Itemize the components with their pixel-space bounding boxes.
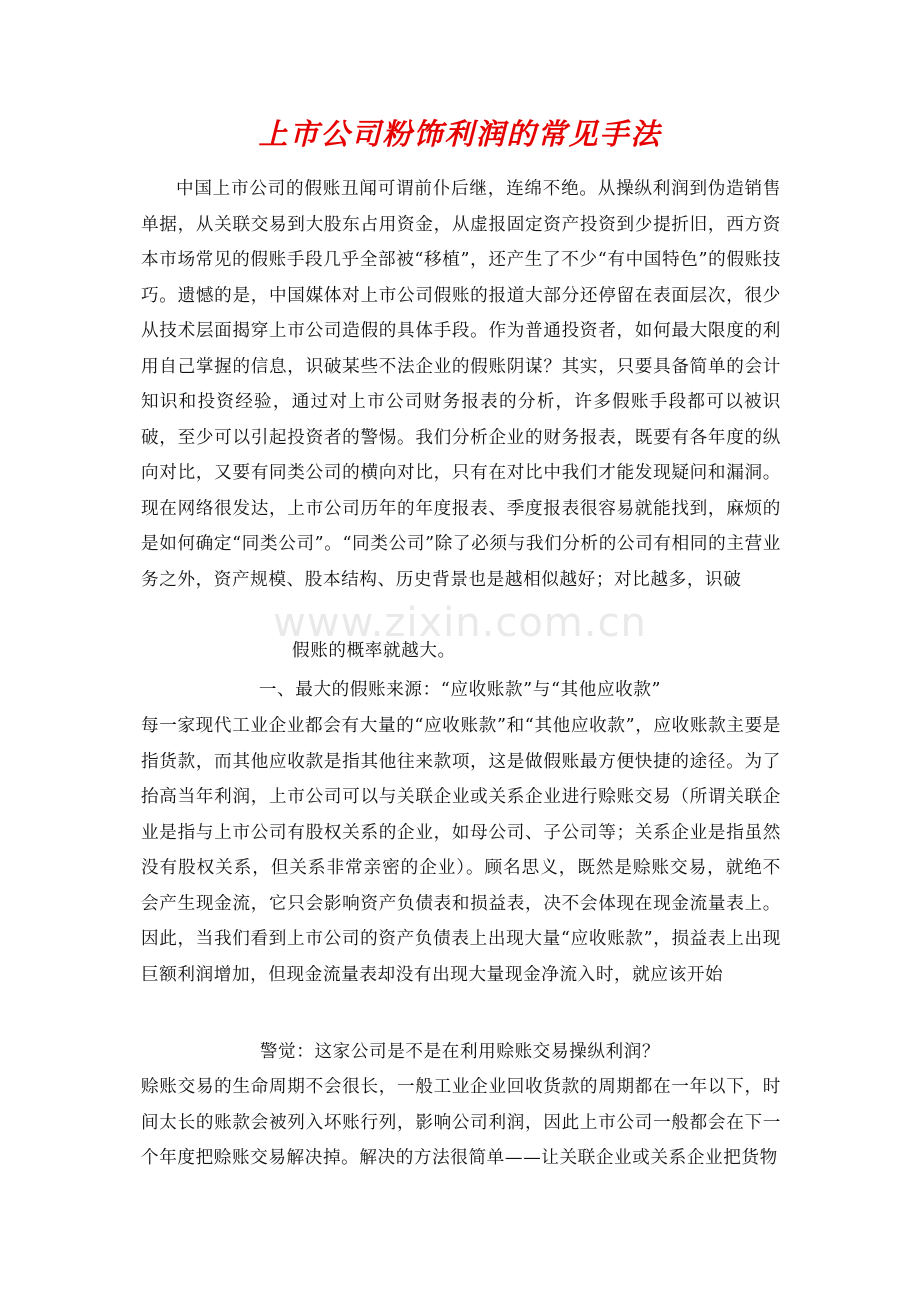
paragraph-intro-tail: 假账的概率就越大。 (292, 641, 456, 661)
paragraph-credit-cycle: 赊账交易的生命周期不会很长，一般工业企业回收货款的周期都在一年以下，时间太长的账款会被列入坏账行列，影响公司利润，因此上市公司一般都会在下一个年度把赊账交易解决掉。解决的方法很简单——让关联企业或关系企业把货物 (141, 1077, 781, 1168)
paragraph-receivables: 每一家现代工业企业都会有大量的“应收账款”和“其他应收款”，应收账款主要是指货款，而其他应收款是指其他往来款项，这是做假账最方便快捷的途径。为了抬高当年利润，上市公司可以与关联企业或关系企业进行赊账交易（所谓关联企业是指与上市公司有股权关系的企业，如母公司、子公司等；关系企业是指虽然没有股权关系，但关系非常亲密的企业）。顾名思义，既然是赊账交易，就绝不会产生现金流，它只会影响资产负债表和损益表，决不会体现在现金流量表上。因此，当我们看到上市公司的资产负债表上出现大量“应收账款”，损益表上出现巨额利润增加，但现金流量表却没有出现大量现金净流入时，就应该开始 (141, 716, 781, 985)
section-heading-1: 一、最大的假账来源：“应收账款”与“其他应收款” (258, 680, 662, 700)
document-title: 上市公司粉饰利润的常见手法 (258, 117, 662, 151)
paragraph-intro: 中国上市公司的假账丑闻可谓前仆后继，连绵不绝。从操纵利润到伪造销售单据，从关联交易到大股东占用资金，从虚报固定资产投资到少提折旧，西方资本市场常见的假账手段几乎全部被“移植”，还产生了不少“有中国特色”的假账技巧。遗憾的是，中国媒体对上市公司假账的报道大部分还停留在表面层次，很少从技术层面揭穿上市公司造假的具体手段。作为普通投资者，如何最大限度的利用自己掌握的信息，识破某些不法企业的假账阴谋？其实，只要具备简单的会计知识和投资经验，通过对上市公司财务报表的分析，许多假账手段都可以被识破，至少可以引起投资者的警惕。我们分析企业的财务报表，既要有各年度的纵向对比，又要有同类公司的横向对比，只有在对比中我们才能发现疑问和漏洞。现在网络很发达，上市公司历年的年度报表、季度报表很容易就能找到，麻烦的是如何确定“同类公司”。“同类公司”除了必须与我们分析的公司有相同的主营业务之外，资产规模、股本结构、历史背景也是越相似越好；对比越多，识破 (141, 179, 781, 590)
paragraph-receivables-tail: 警觉：这家公司是不是在利用赊账交易操纵利润？ (259, 1042, 661, 1062)
watermark: www.zixin.com.cn (273, 600, 647, 646)
